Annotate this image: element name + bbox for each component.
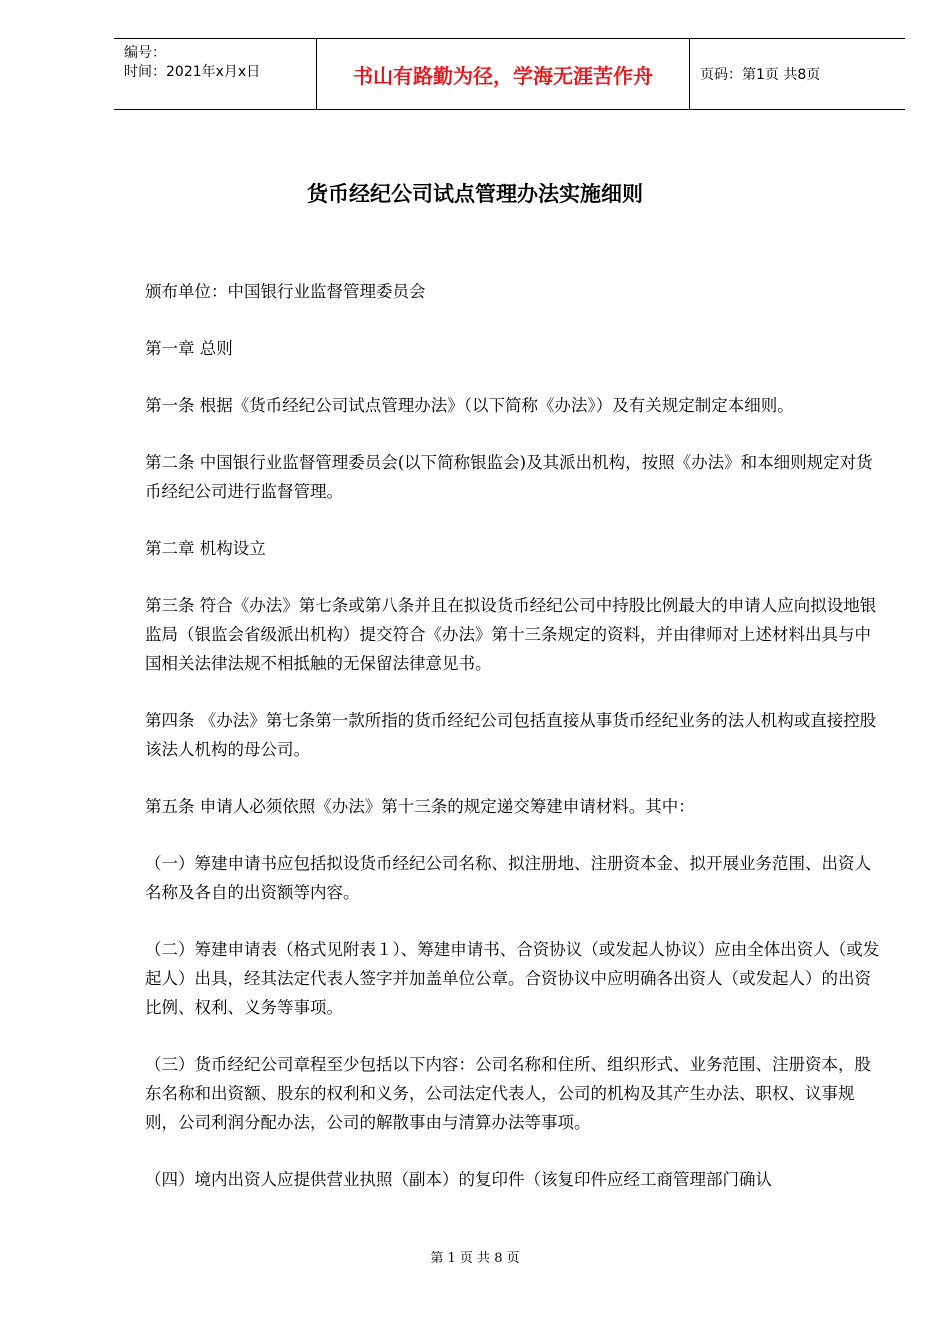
paragraph: （二）筹建申请表（格式见附表１）、筹建申请书、合资协议（或发起人协议）应由全体出资人（或发起人）出具，经其法定代表人签字并加盖单位公章。合资协议中应明确各出资人（或发起人）的出资比例、权利、义务等事项。 <box>145 940 880 1017</box>
header-table <box>114 38 905 110</box>
paragraph: 第四条 《办法》第七条第一款所指的货币经纪公司包括直接从事货币经纪业务的法人机构或直接控股该法人机构的母公司。 <box>145 711 877 759</box>
chapter-heading: 第二章 机构设立 <box>145 539 266 558</box>
paragraph: （一）筹建申请书应包括拟设货币经纪公司名称、拟注册地、注册资本金、拟开展业务范围、出资人名称及各自的出资额等内容。 <box>145 854 871 902</box>
time-label: 时间：2021年x月x日 <box>124 64 261 80</box>
number-label: 编号： <box>124 45 166 61</box>
chapter-heading: 第一章 总则 <box>145 339 233 358</box>
paragraph: （四）境内出资人应提供营业执照（副本）的复印件（该复印件应经工商管理部门确认 <box>145 1170 772 1189</box>
paragraph: 第一条 根据《货币经纪公司试点管理办法》（以下简称《办法》）及有关规定制定本细则。 <box>145 396 794 415</box>
page-info: 页码：第1页 共8页 <box>700 67 821 83</box>
document-body <box>145 277 880 1222</box>
document-title: 货币经纪公司试点管理办法实施细则 <box>307 182 643 206</box>
header-page-cell <box>690 39 905 109</box>
page-footer: 第 1 页 共 8 页 <box>430 1251 520 1266</box>
header-meta-cell <box>114 39 317 109</box>
paragraph: 第二条 中国银行业监督管理委员会(以下简称银监会)及其派出机构，按照《办法》和本细则规定对货币经纪公司进行监督管理。 <box>145 453 873 501</box>
paragraph: 颁布单位：中国银行业监督管理委员会 <box>145 282 426 301</box>
paragraph: （三）货币经纪公司章程至少包括以下内容：公司名称和住所、组织形式、业务范围、注册资本，股东名称和出资额、股东的权利和义务，公司法定代表人，公司的机构及其产生办法、职权、议事规则，公司利润分配办法，公司的解散事由与清算办法等事项。 <box>145 1055 871 1132</box>
paragraph: 第五条 申请人必须依照《办法》第十三条的规定递交筹建申请材料。其中： <box>145 797 695 816</box>
paragraph: 第三条 符合《办法》第七条或第八条并且在拟设货币经纪公司中持股比例最大的申请人应向拟设地银监局（银监会省级派出机构）提交符合《办法》第十三条规定的资料，并由律师对上述材料出具与中国相关法律法规不相抵触的无保留法律意见书。 <box>145 596 877 673</box>
motto-text: 书山有路勤为径，学海无涯苦作舟 <box>353 63 653 88</box>
header-motto-cell <box>317 39 690 109</box>
